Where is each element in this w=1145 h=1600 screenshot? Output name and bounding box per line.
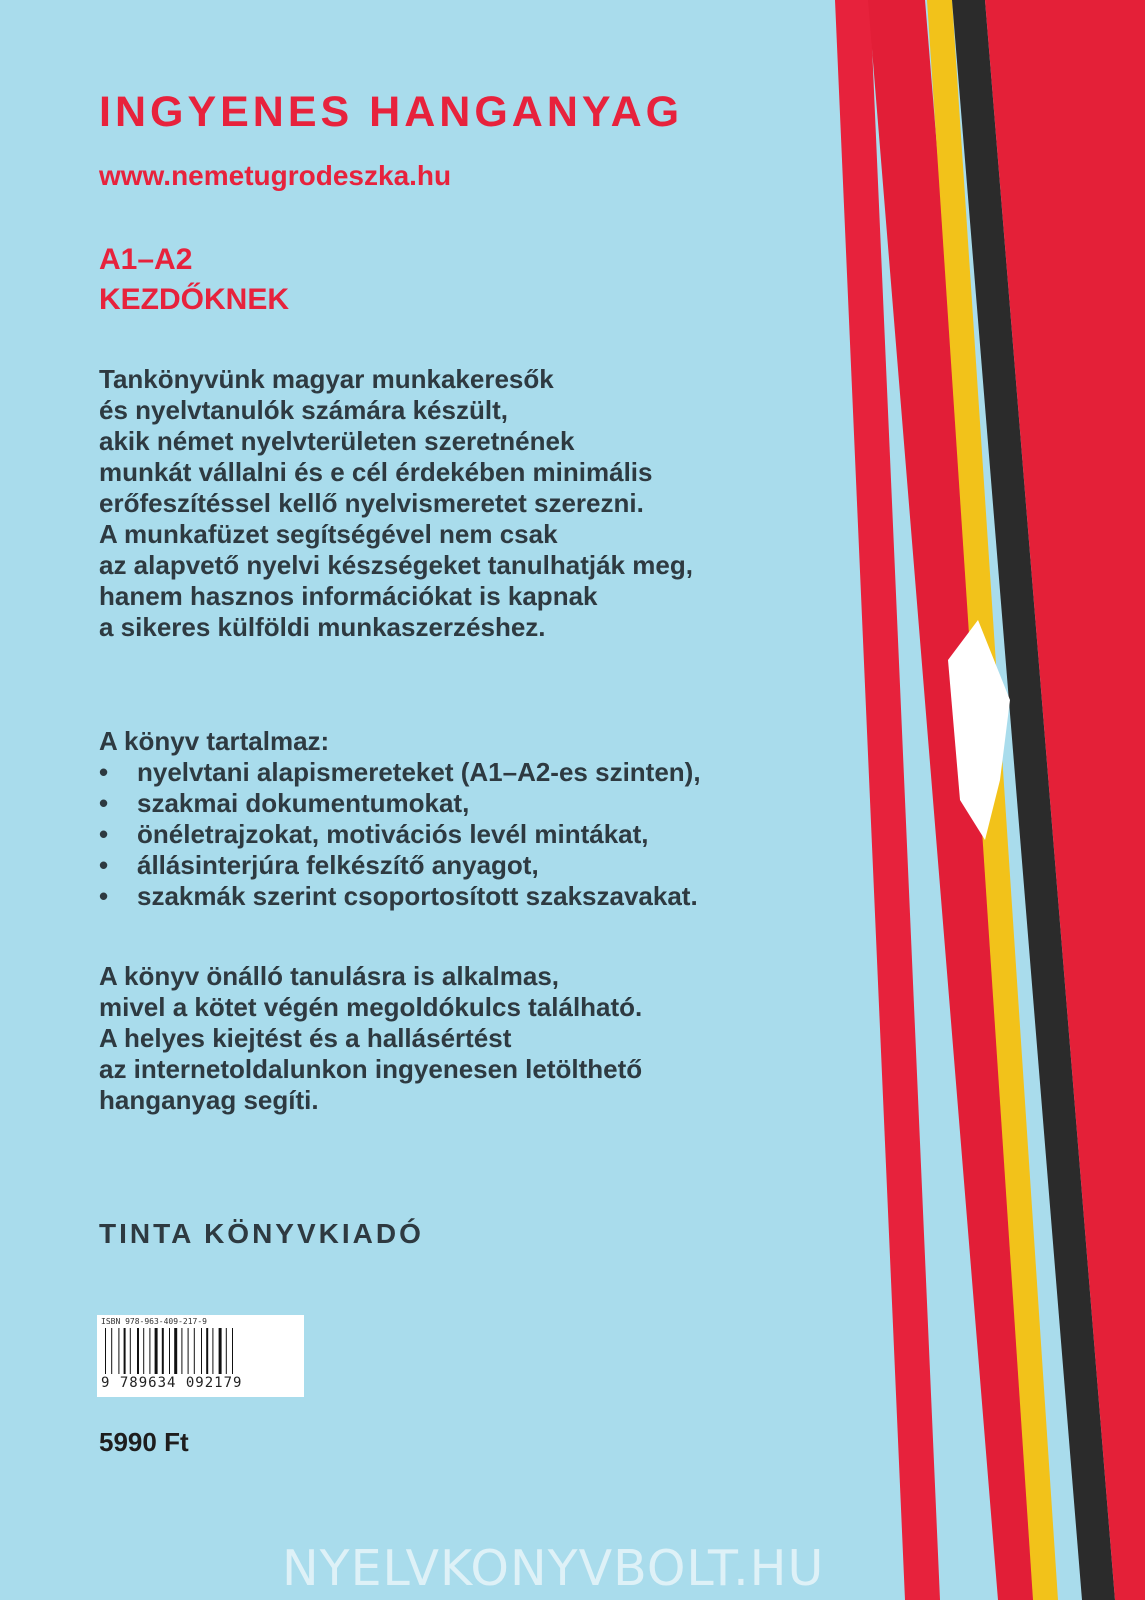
price: 5990 Ft — [99, 1427, 189, 1457]
level-block — [99, 240, 289, 320]
intro-line: hanem hasznos információkat is kapnak — [99, 581, 598, 611]
barcode-bars — [101, 1328, 300, 1374]
barcode-bar — [149, 1328, 150, 1374]
intro-line: akik német nyelvterületen szeretnének — [99, 426, 575, 456]
barcode-bar — [105, 1328, 106, 1374]
self-study-line: mivel a kötet végén megoldókulcs található. — [99, 992, 643, 1022]
contents-list — [99, 757, 701, 912]
audience-label: KEZDŐKNEK — [99, 283, 290, 316]
intro-line: munkát vállalni és e cél érdekében minimális — [99, 457, 653, 487]
self-study-paragraph — [99, 961, 642, 1116]
intro-line: Tankönyvünk magyar munkakeresők — [99, 364, 554, 394]
contents-title: A könyv tartalmaz: — [99, 726, 330, 756]
publisher-name: TINTA KÖNYVKIADÓ — [99, 1218, 424, 1249]
intro-line: A munkafüzet segítségével nem csak — [99, 519, 558, 549]
barcode-bar — [181, 1328, 182, 1374]
barcode-bar — [111, 1328, 112, 1374]
barcode-bar — [124, 1328, 126, 1374]
website-url: www.nemetugrodeszka.hu — [99, 160, 452, 191]
barcode-bar — [226, 1328, 227, 1374]
barcode-bar — [169, 1328, 170, 1374]
contents-item: • önéletrajzokat, motivációs levél mintákat, — [99, 819, 701, 850]
barcode-bar — [201, 1328, 202, 1374]
barcode-bar — [174, 1328, 177, 1374]
self-study-line: az internetoldalunkon ingyenesen letölthető — [99, 1054, 643, 1084]
barcode-bar — [232, 1328, 233, 1374]
contents-item: • állásinterjúra felkészítő anyagot, — [99, 850, 701, 881]
barcode-bar — [143, 1328, 144, 1374]
barcode-bar — [194, 1328, 195, 1374]
barcode-bar — [130, 1328, 131, 1374]
barcode-bar — [118, 1328, 119, 1374]
barcode-bar — [212, 1328, 213, 1374]
free-audio-heading: INGYENES HANGANYAG — [99, 88, 684, 136]
intro-line: erőfeszítéssel kellő nyelvismeretet szerezni. — [99, 488, 644, 518]
isbn-barcode — [97, 1315, 304, 1397]
contents-item: • szakmai dokumentumokat, — [99, 788, 701, 819]
barcode-bar — [219, 1328, 222, 1374]
contents-item: • szakmák szerint csoportosított szakszavakat. — [99, 881, 701, 912]
self-study-line: A helyes kiejtést és a hallásértést — [99, 1023, 512, 1053]
barcode-bar — [206, 1328, 208, 1374]
isbn-label: ISBN 978-963-409-217-9 — [101, 1317, 207, 1326]
self-study-line: hanganyag segíti. — [99, 1085, 319, 1115]
level-label: A1–A2 — [99, 243, 193, 276]
barcode-bar — [155, 1328, 158, 1374]
barcode-bar — [162, 1328, 164, 1374]
intro-line: a sikeres külföldi munkaszerzéshez. — [99, 612, 546, 642]
isbn-digits: 9 789634 092179 — [101, 1375, 243, 1391]
barcode-bar — [188, 1328, 189, 1374]
contents-section — [99, 726, 701, 912]
intro-paragraph — [99, 364, 693, 643]
self-study-line: A könyv önálló tanulásra is alkalmas, — [99, 961, 560, 991]
intro-line: és nyelvtanulók számára készült, — [99, 395, 508, 425]
intro-line: az alapvető nyelvi készségeket tanulhatják meg, — [99, 550, 693, 580]
barcode-bar — [137, 1328, 139, 1374]
watermark-text: NYELVKONYVBOLT.HU — [282, 1540, 825, 1597]
contents-item: • nyelvtani alapismereteket (A1–A2-es szinten), — [99, 757, 701, 788]
